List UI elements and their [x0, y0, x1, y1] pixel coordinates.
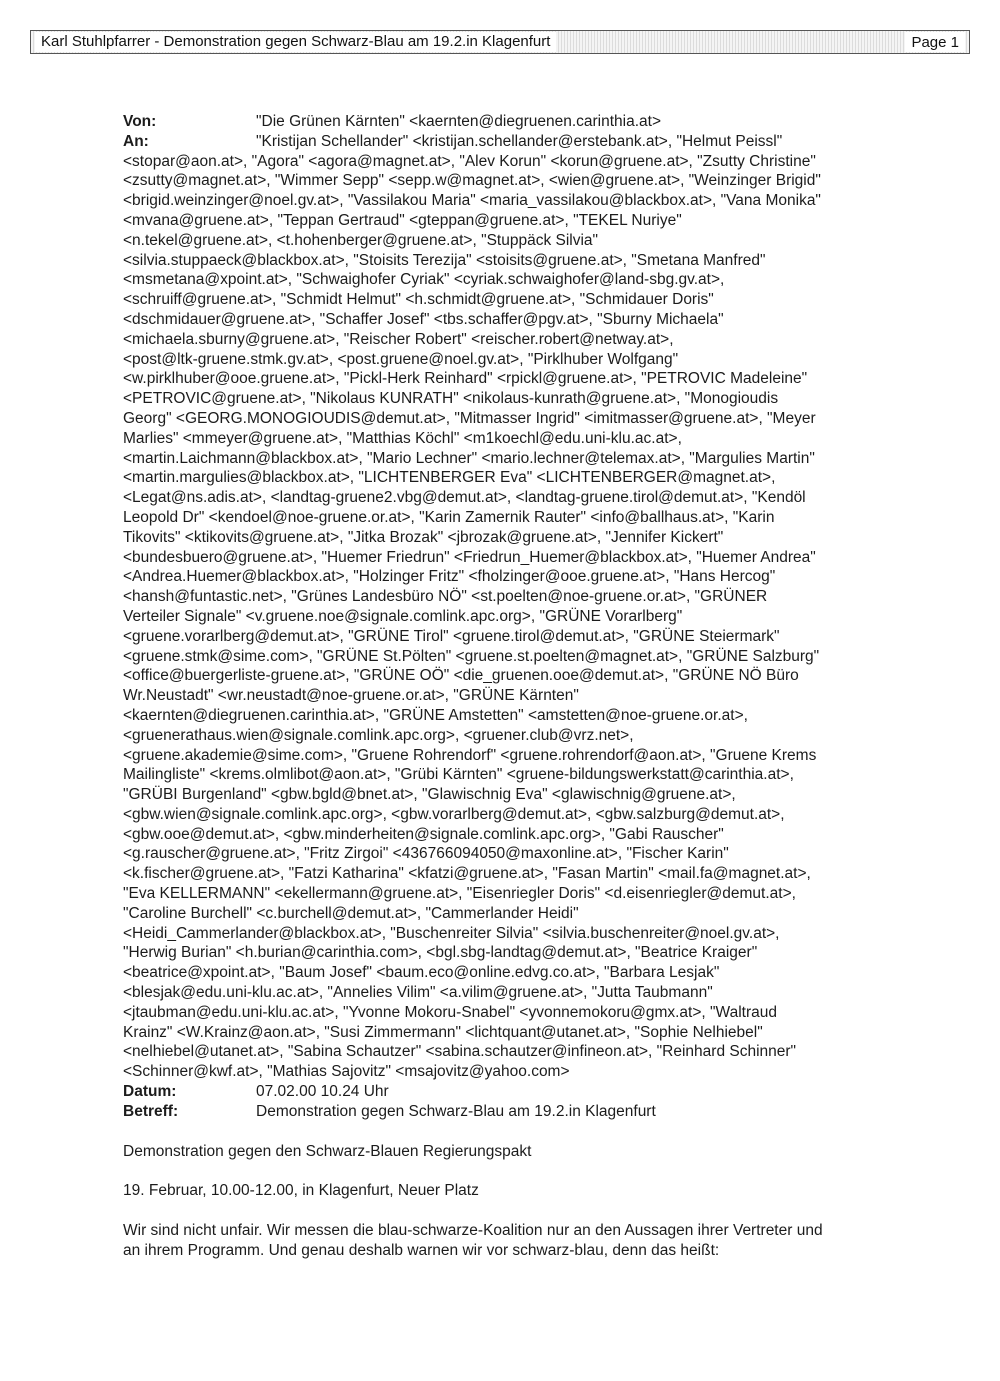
body-paragraph [123, 1221, 888, 1261]
recipient-line: Krainz" <W.Krainz@aon.at>, "Susi Zimmermann" <lichtquant@utanet.at>, "Sophie Nelhiebel" [123, 1023, 763, 1041]
recipient-line: <gruene.stmk@sime.com>, "GRÜNE St.Pölten" <gruene.st.poelten@magnet.at>, "GRÜNE Salzburg" [123, 647, 820, 665]
recipient-line: <martin.Laichmann@blackbox.at>, "Mario Lechner" <mario.lechner@telemax.at>, "Margulies Martin" [123, 449, 815, 467]
recipient-line: <zsutty@magnet.at>, "Wimmer Sepp" <sepp.w@magnet.at>, <wien@gruene.at>, "Weinzinger Brigid" [123, 172, 821, 190]
recipient-line: Tikovits" <ktikovits@gruene.at>, "Jitka Brozak" <jbrozak@gruene.at>, "Jennifer Kickert" [123, 528, 724, 546]
recipient-line: "Herwig Burian" <h.burian@carinthia.com>, <bgl.sbg-landtag@demut.at>, "Beatrice Kraiger" [123, 944, 758, 962]
recipient-line: <w.pirklhuber@ooe.gruene.at>, "Pickl-Herk Reinhard" <rpickl@gruene.at>, "PETROVIC Madeleine" [123, 370, 808, 388]
recipient-line: <msmetana@xpoint.at>, "Schwaighofer Cyriak" <cyriak.schwaighofer@land-sbg.gv.at>, [123, 271, 725, 289]
recipient-line: <PETROVIC@gruene.at>, "Nikolaus KUNRATH" <nikolaus-kunrath@gruene.at>, "Monogioudis [123, 390, 779, 408]
page-number: Page 1 [905, 32, 965, 52]
recipient-line: <jtaubman@edu.uni-klu.ac.at>, "Yvonne Mokoru-Snabel" <yvonnemokoru@gmx.at>, "Waltraud [123, 1003, 777, 1021]
to-first-line: "Kristijan Schellander" <kristijan.schellander@erstebank.at>, "Helmut Peissl" [256, 132, 783, 150]
subject-label: Betreff: [123, 1102, 179, 1120]
recipient-line: "GRÜBI Burgenland" <gbw.bgld@bnet.at>, "Glawischnig Eva" <glawischnig@gruene.at>, [123, 786, 736, 804]
recipient-line: "Eva KELLERMANN" <ekellermann@gruene.at>, "Eisenriegler Doris" <d.eisenriegler@demut.at>, [123, 885, 796, 903]
subject-value: Demonstration gegen Schwarz-Blau am 19.2.in Klagenfurt [256, 1102, 656, 1120]
recipient-list [123, 152, 888, 1082]
recipient-line: <bundesbuero@gruene.at>, "Huemer Friedrun" <Friedrun_Huemer@blackbox.at>, "Huemer Andrea" [123, 548, 816, 566]
recipient-line: <nelhiebel@utanet.at>, "Sabina Schautzer" <sabina.schautzer@infineon.at>, "Reinhard Schinner" [123, 1043, 797, 1061]
page-header [30, 30, 970, 54]
recipient-line: <gruenerathaus.wien@signale.comlink.apc.org>, <gruener.club@vrz.net>, [123, 726, 634, 744]
recipient-line: <beatrice@xpoint.at>, "Baum Josef" <baum.eco@online.edvg.co.at>, "Barbara Lesjak" [123, 964, 720, 982]
recipient-line: <martin.margulies@blackbox.at>, "LICHTENBERGER Eva" <LICHTENBERGER@magnet.at>, [123, 469, 776, 487]
recipient-line: Wr.Neustadt" <wr.neustadt@noe-gruene.or.at>, "GRÜNE Kärnten" [123, 687, 579, 705]
body-heading: Demonstration gegen den Schwarz-Blauen Regierungspakt [123, 1142, 532, 1160]
paragraph-line: Wir sind nicht unfair. Wir messen die blau-schwarze-Koalition nur an den Aussagen ihrer Vertreter und [123, 1222, 823, 1240]
recipient-line: <Andrea.Huemer@blackbox.at>, "Holzinger Fritz" <fholzinger@ooe.gruene.at>, "Hans Hercog" [123, 568, 776, 586]
recipient-line: <post@ltk-gruene.stmk.gv.at>, <post.gruene@noel.gv.at>, "Pirklhuber Wolfgang" [123, 350, 679, 368]
recipient-line: <office@buergerliste-gruene.at>, "GRÜNE OÖ" <die_gruenen.ooe@demut.at>, "GRÜNE NÖ Büro [123, 667, 799, 685]
recipient-line: Mailingliste" <krems.olmlibot@aon.at>, "Grübi Kärnten" <gruene-bildungswerkstatt@carinthia.at>, [123, 766, 794, 784]
recipient-line: <Legat@ns.adis.at>, <landtag-gruene2.vbg@demut.at>, <landtag-gruene.tirol@demut.at>, "Kendöl [123, 489, 806, 507]
recipient-line: "Caroline Burchell" <c.burchell@demut.at>, "Cammerlander Heidi" [123, 904, 579, 922]
recipient-line: <gbw.wien@signale.comlink.apc.org>, <gbw.vorarlberg@demut.at>, <gbw.salzburg@demut.at>, [123, 805, 785, 823]
recipient-line: <Schinner@kwf.at>, "Mathias Sajovitz" <msajovitz@yahoo.com> [123, 1063, 570, 1081]
from-value: "Die Grünen Kärnten" <kaernten@diegruenen.carinthia.at> [256, 113, 662, 130]
recipient-line: <dschmidauer@gruene.at>, "Schaffer Josef" <tbs.schaffer@pgv.at>, "Sburny Michaela" [123, 310, 724, 328]
recipient-line: <gruene.akademie@sime.com>, "Gruene Rohrendorf" <gruene.rohrendorf@aon.at>, "Gruene Krems [123, 746, 817, 764]
recipient-line: <stopar@aon.at>, "Agora" <agora@magnet.at>, "Alev Korun" <korun@gruene.at>, "Zsutty Christine" [123, 152, 816, 170]
recipient-line: <schruiff@gruene.at>, "Schmidt Helmut" <h.schmidt@gruene.at>, "Schmidauer Doris" [123, 291, 714, 309]
date-label: Datum: [123, 1083, 177, 1101]
from-label: Von: [123, 113, 157, 130]
to-label: An: [123, 132, 149, 150]
paragraph-line: an ihrem Programm. Und genau deshalb warnen wir vor schwarz-blau, denn das heißt: [123, 1242, 720, 1260]
document-title: Karl Stuhlpfarrer - Demonstration gegen Schwarz-Blau am 19.2.in Klagenfurt [35, 32, 556, 52]
date-row [123, 1082, 888, 1102]
recipient-line: <blesjak@edu.uni-klu.ac.at>, "Annelies Vilim" <a.vilim@gruene.at>, "Jutta Taubmann" [123, 984, 713, 1002]
recipient-line: <k.fischer@gruene.at>, "Fatzi Katharina" <kfatzi@gruene.at>, "Fasan Martin" <mail.fa@magnet.at>, [123, 865, 811, 883]
recipient-line: <g.rauscher@gruene.at>, "Fritz Zirgoi" <436766094050@maxonline.at>, "Fischer Karin" [123, 845, 729, 863]
recipient-line: <n.tekel@gruene.at>, <t.hohenberger@gruene.at>, "Stuppäck Silvia" [123, 231, 599, 249]
event-date-location: 19. Februar, 10.00-12.00, in Klagenfurt, Neuer Platz [123, 1182, 479, 1200]
recipient-line: <gbw.ooe@demut.at>, <gbw.minderheiten@signale.comlink.apc.org>, "Gabi Rauscher" [123, 825, 724, 843]
recipient-line: <kaernten@diegruenen.carinthia.at>, "GRÜNE Amstetten" <amstetten@noe-gruene.or.at>, [123, 706, 748, 724]
from-row [123, 112, 888, 132]
to-row [123, 132, 888, 152]
recipient-line: <Heidi_Cammerlander@blackbox.at>, "Buschenreiter Silvia" <silvia.buschenreiter@noel.gv.at>, [123, 924, 780, 942]
recipient-line: Marlies" <mmeyer@gruene.at>, "Matthias Köchl" <m1koechl@edu.uni-klu.ac.at>, [123, 429, 682, 447]
recipient-line: <gruene.vorarlberg@demut.at>, "GRÜNE Tirol" <gruene.tirol@demut.at>, "GRÜNE Steiermark" [123, 627, 780, 645]
recipient-line: <michaela.sburny@gruene.at>, "Reischer Robert" <reischer.robert@netway.at>, [123, 330, 674, 348]
recipient-line: Georg" <GEORG.MONOGIOUDIS@demut.at>, "Mitmasser Ingrid" <imitmasser@gruene.at>, "Meyer [123, 409, 816, 427]
recipient-line: Verteiler Signale" <v.gruene.noe@signale.comlink.apc.org>, "GRÜNE Vorarlberg" [123, 607, 683, 625]
recipient-line: <brigid.weinzinger@noel.gv.at>, "Vassilakou Maria" <maria_vassilakou@blackbox.at>, "Vana Monika" [123, 192, 821, 210]
recipient-line: Leopold Dr" <kendoel@noe-gruene.or.at>, "Karin Zamernik Rauter" <info@ballhaus.at>, "Karin [123, 508, 775, 526]
subject-row [123, 1102, 888, 1122]
recipient-line: <mvana@gruene.at>, "Teppan Gertraud" <gteppan@gruene.at>, "TEKEL Nuriye" [123, 211, 682, 229]
date-value: 07.02.00 10.24 Uhr [256, 1083, 389, 1101]
recipient-line: <hansh@funtastic.net>, "Grünes Landesbüro NÖ" <st.poelten@noe-gruene.or.at>, "GRÜNER [123, 588, 768, 606]
email-document [123, 112, 888, 1261]
recipient-line: <silvia.stuppaeck@blackbox.at>, "Stoisits Terezija" <stoisits@gruene.at>, "Smetana Manfred" [123, 251, 766, 269]
